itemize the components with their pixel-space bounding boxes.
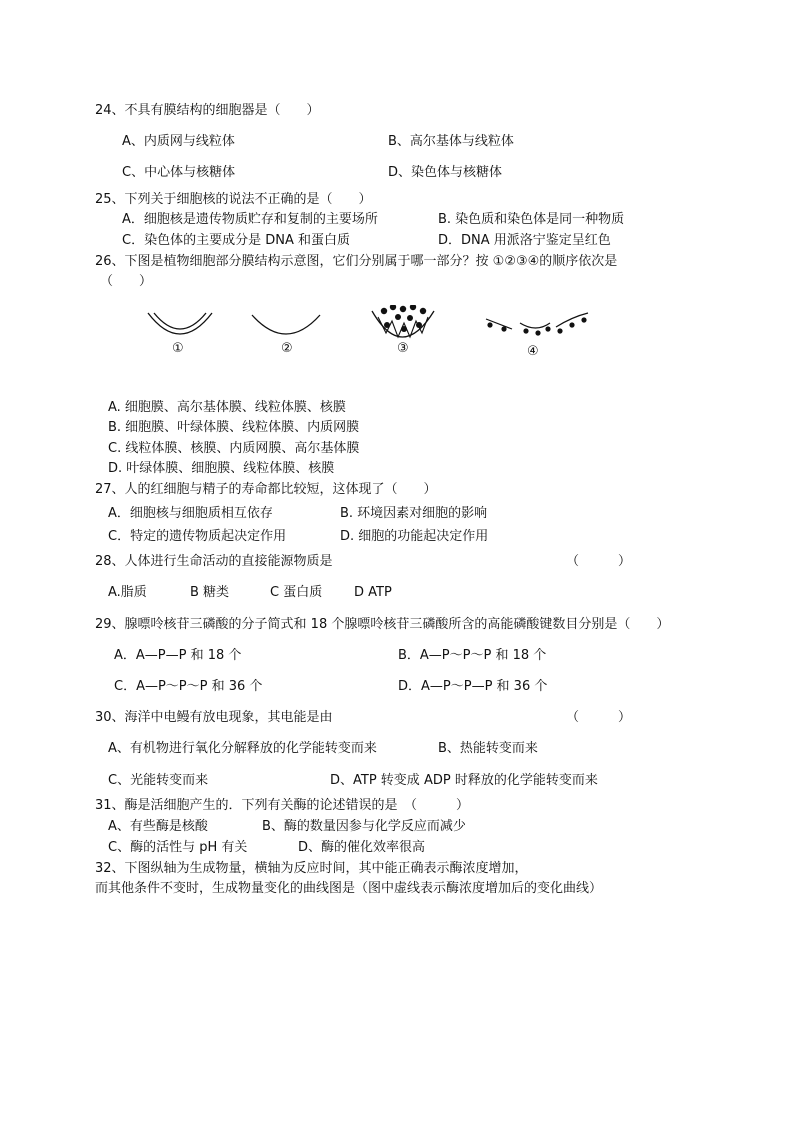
q31-option-c[interactable]: C、酶的活性与 pH 有关 <box>108 840 248 855</box>
q26-option-a[interactable]: A. 细胞膜、高尔基体膜、线粒体膜、核膜 <box>108 400 346 415</box>
q26-option-d[interactable]: D. 叶绿体膜、细胞膜、线粒体膜、核膜 <box>108 461 335 476</box>
q25-option-a[interactable]: A．细胞核是遗传物质贮存和复制的主要场所 <box>122 212 378 227</box>
q31-option-d[interactable]: D、酶的催化效率很高 <box>298 840 426 855</box>
q31-option-a[interactable]: A、有些酶是核酸 <box>108 819 208 834</box>
q27-option-c[interactable]: C．特定的遗传物质起决定作用 <box>108 529 287 544</box>
membrane-diagram-svg <box>140 305 610 365</box>
q29-stem: 29、腺嘌呤核苷三磷酸的分子简式和 18 个腺嘌呤核苷三磷酸所含的高能磷酸键数目分别是（ ） <box>95 617 670 632</box>
q29-option-a[interactable]: A．A—P—P 和 18 个 <box>114 648 242 663</box>
q30-stem: 30、海洋中电鳗有放电现象，其电能是由 <box>95 710 333 725</box>
q28-stem: 28、人体进行生命活动的直接能源物质是 <box>95 554 333 569</box>
q30-answer-paren: （ ） <box>566 710 632 725</box>
membrane-3-granules <box>381 305 426 332</box>
membrane-1-outer <box>148 313 212 334</box>
q30-option-b[interactable]: B、热能转变而来 <box>438 741 538 756</box>
q24-stem: 24、不具有膜结构的细胞器是（ ） <box>95 103 320 118</box>
q25-option-b[interactable]: B. 染色质和染色体是同一种物质 <box>438 212 625 227</box>
q25-stem: 25、下列关于细胞核的说法不正确的是（ ） <box>95 192 372 207</box>
q28-option-b[interactable]: B 糖类 <box>190 585 230 600</box>
q29-option-c[interactable]: C．A—P～P～P 和 36 个 <box>114 679 263 694</box>
membrane-4-ribosomes <box>487 317 586 335</box>
q26-stem: 26、下图是植物细胞部分膜结构示意图，它们分别属于哪一部分？按 ①②③④的顺序依次是 <box>95 254 618 269</box>
q24-option-d[interactable]: D、染色体与核糖体 <box>388 165 503 180</box>
q26-option-c[interactable]: C. 线粒体膜、核膜、内质网膜、高尔基体膜 <box>108 441 360 456</box>
q27-stem: 27、人的红细胞与精子的寿命都比较短，这体现了（ ） <box>95 482 437 497</box>
membrane-structures-figure <box>140 305 610 365</box>
q32-stem-line2: 而其他条件不变时，生成物量变化的曲线图是（图中虚线表示酶浓度增加后的变化曲线） <box>95 881 603 896</box>
q32-stem-line1: 32、下图纵轴为生成物量，横轴为反应时间，其中能正确表示酶浓度增加， <box>95 861 528 876</box>
q29-option-b[interactable]: B．A—P～P～P 和 18 个 <box>398 648 547 663</box>
q26-option-b[interactable]: B. 细胞膜、叶绿体膜、线粒体膜、内质网膜 <box>108 420 360 435</box>
q30-option-a[interactable]: A、有机物进行氧化分解释放的化学能转变而来 <box>108 741 377 756</box>
q30-option-d[interactable]: D、ATP 转变成 ADP 时释放的化学能转变而来 <box>330 773 598 788</box>
q26-answer-paren: （ ） <box>100 274 153 289</box>
q28-option-c[interactable]: C 蛋白质 <box>270 585 323 600</box>
membrane-2 <box>252 315 320 334</box>
q28-option-d[interactable]: D ATP <box>354 585 392 600</box>
q25-option-d[interactable]: D．DNA 用派洛宁鉴定呈红色 <box>438 233 611 248</box>
fig-label-2: ② <box>281 341 293 356</box>
q27-option-d[interactable]: D. 细胞的功能起决定作用 <box>340 529 489 544</box>
q31-option-b[interactable]: B、酶的数量因参与化学反应而减少 <box>262 819 466 834</box>
q31-stem: 31、酶是活细胞产生的．下列有关酶的论述错误的是 （ ） <box>95 798 470 813</box>
q30-option-c[interactable]: C、光能转变而来 <box>108 773 209 788</box>
q27-option-a[interactable]: A．细胞核与细胞质相互依存 <box>108 506 273 521</box>
q27-option-b[interactable]: B. 环境因素对细胞的影响 <box>340 506 488 521</box>
q24-option-c[interactable]: C、中心体与核糖体 <box>122 165 236 180</box>
q28-answer-paren: （ ） <box>566 554 632 569</box>
fig-label-3: ③ <box>397 341 409 356</box>
q29-option-d[interactable]: D．A—P～P—P 和 36 个 <box>398 679 548 694</box>
q25-option-c[interactable]: C．染色体的主要成分是 DNA 和蛋白质 <box>122 233 350 248</box>
fig-label-1: ① <box>172 341 184 356</box>
fig-label-4: ④ <box>527 344 539 359</box>
q24-option-a[interactable]: A、内质网与线粒体 <box>122 134 235 149</box>
membrane-4-segment-b <box>520 323 550 328</box>
q28-option-a[interactable]: A.脂质 <box>108 585 147 600</box>
q24-option-b[interactable]: B、高尔基体与线粒体 <box>388 134 514 149</box>
